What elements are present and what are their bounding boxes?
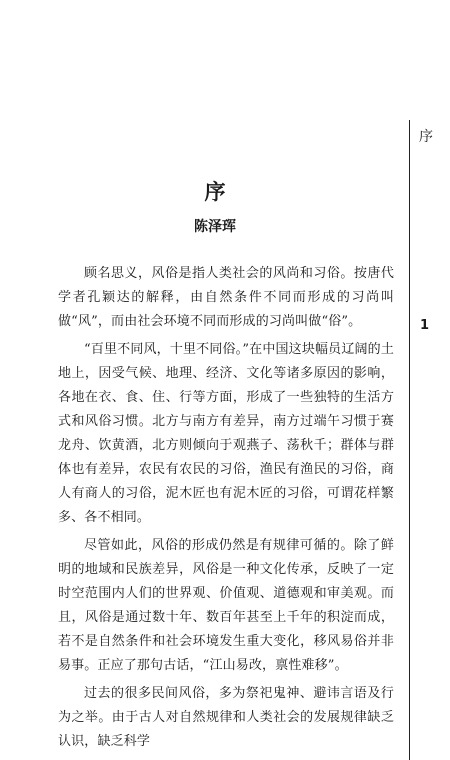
chapter-title: 序: [204, 179, 226, 204]
paragraph-2: “百里不同风，十里不同俗。”在中国这块幅员辽阔的土地上，因受气候、地理、经济、文化等诸多原因的影响，各地在衣、食、住、行等方面，形成了一些独特的生活方式和风俗习惯。北方与南方有差异，南方过端午习惯于赛龙舟、饮黄酒，北方则倾向于观燕子、荡秋千；群体与群体也有差异，农民有农民的习俗，渔民有渔民的习俗，商人有商人的习俗，泥木匠也有泥木匠的习俗，可谓花样繁多、各不相同。: [58, 342, 394, 525]
running-header-label: 序: [419, 129, 433, 145]
paragraph-1: 顾名思义，风俗是指人类社会的风尚和习俗。按唐代学者孔颖达的解释，由自然条件不同而形成的习尚叫做“风”，而由社会环境不同而形成的习尚叫做“俗”。: [58, 266, 394, 329]
page-number: 1: [420, 318, 430, 333]
paragraph-4: 过去的很多民间风俗，多为祭祀鬼神、避讳言语及行为之举。由于古人对自然规律和人类社会的发展规律缺乏认识，缺乏科学: [58, 686, 394, 749]
paragraph-3: 尽管如此，风俗的形成仍然是有规律可循的。除了鲜明的地域和民族差异，风俗是一种文化传承，反映了一定时空范围内人们的世界观、价值观、道德观和审美观。而且，风俗是通过数十年、数百年甚至上千年的积淀而成，若不是自然条件和社会环境发生重大变化，移风易俗并非易事。正应了那句古话，“江山易改，禀性难移”。: [58, 538, 394, 673]
body-text: [58, 262, 394, 758]
margin-divider-line: [409, 120, 410, 760]
author-name: 陈泽珲: [194, 219, 236, 235]
